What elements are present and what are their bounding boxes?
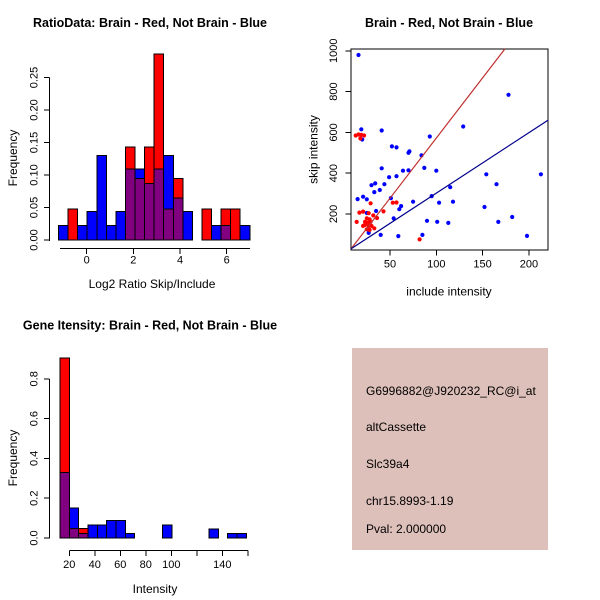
hist-bar: [228, 534, 237, 538]
scatter-point-brain: [381, 209, 385, 213]
hist-bar: [107, 521, 116, 538]
scatter-point-notbrain: [379, 233, 383, 237]
x-tick-label: 60: [114, 559, 127, 571]
scatter-point-notbrain: [365, 197, 369, 201]
scatter-point-notbrain: [390, 144, 394, 148]
hist-bar: [164, 156, 174, 209]
x-tick-label: 20: [63, 559, 76, 571]
gene-hist-y-ticks: [29, 371, 50, 545]
hist-bar: [221, 226, 231, 240]
scatter-point-notbrain: [506, 93, 510, 97]
x-tick-label: 40: [88, 559, 101, 571]
scatter-point-notbrain: [428, 134, 432, 138]
gene-hist-bars: [60, 358, 246, 538]
scatter-point-notbrain: [494, 182, 498, 186]
hist-bar: [78, 226, 88, 240]
hist-bar: [126, 147, 136, 169]
x-tick-label: 150: [473, 258, 492, 271]
scatter-point-brain: [357, 211, 361, 215]
y-tick-label: 0.00: [28, 229, 41, 251]
info-pval: Pval: 2.000000: [366, 522, 447, 536]
scatter-point-brain: [391, 201, 395, 205]
scatter-point-notbrain: [382, 182, 386, 186]
gene-hist-x-ticks: [63, 551, 248, 572]
ratio-hist-y-ticks: [29, 67, 50, 251]
scatter-point-notbrain: [406, 151, 410, 155]
x-tick-label: 200: [519, 258, 539, 271]
scatter-point-notbrain: [394, 145, 398, 149]
scatter-point-brain: [355, 220, 359, 224]
gene-hist-title: Gene Itensity: Brain - Red, Not Brain - Blue: [22, 318, 278, 333]
scatter-point-notbrain: [356, 53, 360, 57]
scatter-point-notbrain: [359, 127, 363, 131]
x-tick-label: 100: [162, 559, 181, 571]
notbrain-fit-line: [351, 120, 548, 249]
hist-bar: [240, 226, 250, 240]
gene-hist-ylabel: Frequency: [6, 429, 20, 487]
hist-bar: [144, 183, 154, 240]
scatter-point-notbrain: [422, 166, 426, 170]
scatter-point-notbrain: [437, 201, 441, 205]
scatter-x-ticks: [384, 250, 538, 271]
hist-bar: [58, 226, 68, 240]
hist-bar: [135, 178, 145, 240]
scatter-point-notbrain: [401, 169, 405, 173]
scatter-point-notbrain: [369, 183, 373, 187]
scatter-point-notbrain: [411, 200, 415, 204]
scatter-point-notbrain: [425, 219, 429, 223]
hist-bar: [231, 209, 241, 240]
scatter-point-brain: [372, 226, 376, 230]
scatter-point-notbrain: [434, 169, 438, 173]
scatter-point-notbrain: [380, 166, 384, 170]
scatter-points: [354, 53, 543, 242]
scatter-point-notbrain: [373, 181, 377, 185]
scatter-point-notbrain: [378, 188, 382, 192]
info-locus: chr15.8993-1.19: [366, 494, 454, 508]
scatter-point-brain: [361, 210, 365, 214]
scatter-point-notbrain: [420, 233, 424, 237]
hist-bar: [69, 508, 78, 529]
hist-bar: [60, 472, 69, 538]
scatter-point-notbrain: [496, 220, 500, 224]
scatter-point-brain: [394, 200, 398, 204]
scatter-point-notbrain: [525, 234, 529, 238]
y-tick-label: 0.4: [28, 450, 41, 467]
hist-bar: [88, 525, 97, 538]
hist-bar: [68, 209, 78, 240]
x-tick-label: 4: [176, 254, 184, 267]
scatter-point-notbrain: [539, 172, 543, 176]
hist-bar: [79, 534, 88, 538]
hist-bar: [79, 528, 88, 533]
gene-hist-xlabel: Intensity: [132, 582, 178, 596]
hist-bar: [144, 147, 154, 183]
scatter-point-brain: [368, 228, 372, 232]
hist-bar: [135, 169, 145, 178]
hist-bar: [106, 226, 116, 240]
scatter-point-brain: [371, 213, 375, 217]
y-tick-label: 0.10: [28, 164, 41, 186]
scatter-point-brain: [367, 211, 371, 215]
scatter-point-notbrain: [356, 197, 360, 201]
hist-bar: [60, 358, 69, 472]
scatter-point-notbrain: [361, 195, 365, 199]
y-tick-label: 800: [328, 82, 340, 101]
y-tick-label: 400: [328, 164, 340, 183]
x-tick-label: 140: [213, 559, 232, 571]
info-background: [352, 348, 548, 550]
x-tick-label: 100: [427, 258, 446, 271]
x-tick-label: 50: [383, 258, 397, 271]
scatter-point-brain: [369, 201, 373, 205]
hist-bar: [164, 209, 174, 240]
hist-bar: [116, 521, 125, 538]
scatter-point-notbrain: [482, 205, 486, 209]
hist-bar: [237, 534, 246, 538]
hist-bar: [202, 209, 212, 240]
y-tick-label: 0.0: [28, 530, 41, 546]
hist-bar: [97, 525, 106, 538]
scatter-ylabel: skip intensity: [306, 115, 321, 184]
info-gene-symbol: Slc39a4: [366, 457, 410, 471]
scatter-point-notbrain: [372, 190, 376, 194]
scatter-title: Brain - Red, Not Brain - Blue: [364, 16, 534, 30]
hist-bar: [212, 226, 222, 240]
hist-bar: [183, 211, 193, 240]
scatter-fit-lines: [351, 49, 548, 249]
hist-bar: [154, 54, 164, 169]
panel-scatter: [307, 16, 549, 299]
hist-bar: [126, 169, 136, 240]
scatter-point-notbrain: [396, 234, 400, 238]
y-tick-label: 0.25: [28, 66, 41, 89]
x-tick-label: 0: [83, 254, 90, 267]
scatter-point-brain: [361, 224, 365, 228]
scatter-y-ticks: [328, 39, 351, 224]
x-tick-label: 2: [130, 254, 137, 267]
scatter-point-notbrain: [510, 215, 514, 219]
panel-info: [352, 348, 548, 550]
scatter-point-notbrain: [484, 172, 488, 176]
y-tick-label: 0.05: [28, 196, 41, 219]
ratio-hist-ylabel: Frequency: [6, 129, 20, 187]
y-tick-label: 200: [328, 204, 340, 224]
hist-bar: [173, 178, 183, 198]
scatter-point-notbrain: [380, 128, 384, 132]
hist-bar: [97, 156, 107, 241]
y-tick-label: 0.15: [28, 131, 41, 154]
info-event-type: altCassette: [366, 420, 427, 434]
y-tick-label: 0.2: [28, 490, 41, 506]
scatter-point-notbrain: [397, 207, 401, 211]
hist-bar: [125, 534, 134, 538]
hist-bar: [221, 209, 231, 226]
x-tick-label: 80: [139, 559, 152, 571]
scatter-point-notbrain: [446, 221, 450, 225]
scatter-point-brain: [358, 136, 362, 140]
panel-ratio-hist: [6, 16, 267, 291]
hist-bar: [209, 529, 218, 538]
scatter-point-notbrain: [387, 175, 391, 179]
y-tick-label: 0.8: [28, 371, 41, 387]
hist-bar: [116, 211, 126, 240]
scatter-point-notbrain: [435, 220, 439, 224]
x-tick-label: 6: [223, 254, 230, 267]
hist-bar: [163, 525, 172, 538]
panel-gene-hist: [6, 319, 277, 597]
y-tick-label: 0.6: [28, 410, 41, 427]
scatter-point-notbrain: [394, 174, 398, 178]
ratio-hist-xlabel: Log2 Ratio Skip/Include: [88, 277, 216, 291]
ratio-hist-bars: [58, 54, 249, 240]
info-probe-id: G6996882@J920232_RC@i_at: [366, 384, 536, 398]
scatter-point-brain: [362, 133, 366, 137]
scatter-xlabel: include intensity: [406, 284, 492, 299]
scatter-point-notbrain: [451, 200, 455, 204]
hist-bar: [173, 198, 183, 240]
ratio-hist-title: RatioData: Brain - Red, Not Brain - Blue: [32, 16, 268, 30]
hist-bar: [154, 169, 164, 240]
y-tick-label: 0.20: [28, 99, 41, 121]
y-tick-label: 600: [328, 123, 340, 142]
scatter-plot-box: [351, 49, 548, 250]
ratio-hist-x-ticks: [84, 249, 230, 267]
scatter-point-notbrain: [374, 209, 378, 213]
brain-fit-line: [351, 49, 505, 249]
y-tick-label: 1000: [328, 38, 340, 64]
scatter-point-brain: [418, 237, 422, 241]
hist-bar: [69, 528, 78, 538]
scatter-point-notbrain: [461, 124, 465, 128]
hist-bar: [87, 211, 97, 240]
